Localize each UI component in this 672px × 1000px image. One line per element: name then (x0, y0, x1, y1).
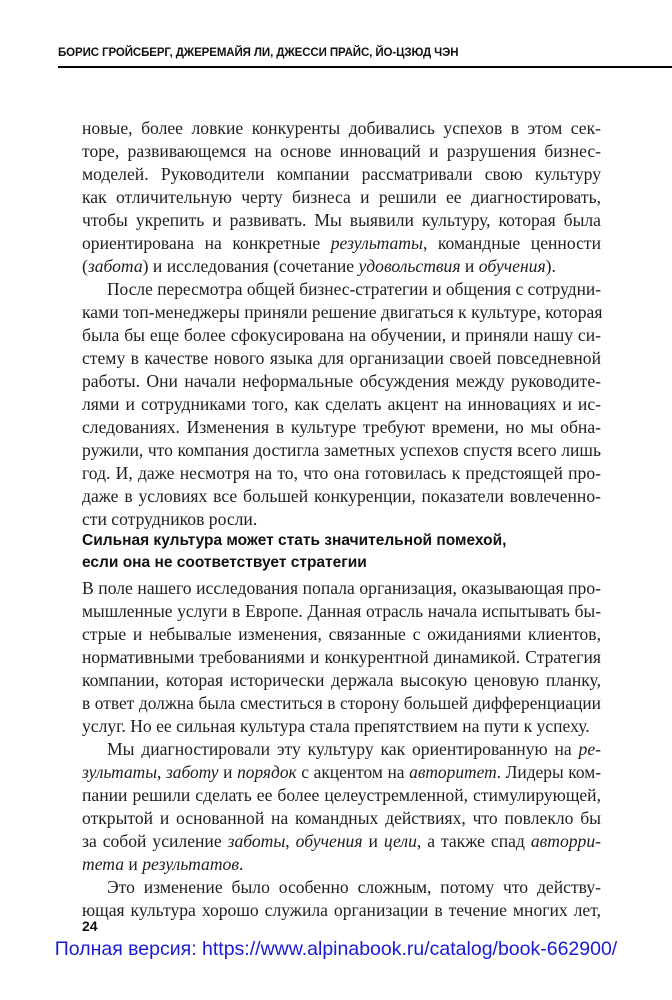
running-header: БОРИС ГРОЙСБЕРГ, ДЖЕРЕМАЙЯ ЛИ, ДЖЕССИ ПРАЙС, ЙО-ЦЗЮД ЧЭН (58, 47, 459, 59)
body-line: торе, развивающемся на основе инноваций и разрушения бизнес- (82, 141, 601, 161)
text: . (238, 854, 244, 874)
body-line: чтобы укрепить и развивать. Мы выявили культуру, которая была (82, 210, 601, 230)
text: и (218, 762, 238, 782)
text: , (285, 831, 296, 851)
text: ). (545, 256, 556, 276)
emphasis: результаты (330, 233, 423, 253)
emphasis: авторитет (409, 762, 497, 782)
emphasis: зультаты (82, 762, 157, 782)
emphasis: забота (87, 256, 143, 276)
body-line (107, 738, 601, 760)
emphasis: порядок (237, 762, 297, 782)
body-line (82, 761, 601, 783)
text: Мы диагностировали эту культуру как ориентированную на (107, 739, 579, 759)
emphasis: обучения (295, 831, 363, 851)
body-line: работы. Они начали неформальные обсуждения между руководите- (82, 371, 601, 391)
body-line: сти сотрудников росли. (82, 509, 258, 529)
body-line: услуг. Но ее сильная культура стала препятствием на пути к успеху. (82, 716, 590, 736)
emphasis: обучения (478, 256, 546, 276)
body-line: как отличительную черту бизнеса и решили ее диагностировать, (82, 187, 601, 207)
emphasis: заботы (227, 831, 286, 851)
section-heading: Сильная культура может стать значительной помехой, (82, 532, 507, 549)
text: и (460, 256, 479, 276)
body-line: стему в качестве нового языка для организации своей повседневной (82, 348, 601, 368)
body-line: в ответ должна была сместиться в сторону большей дифференциации (82, 693, 601, 713)
body-line: новые, более ловкие конкуренты добивались успехов в этом сек- (82, 118, 601, 138)
text: . Лидеры ком- (496, 762, 601, 782)
body-line: ками топ-менеджеры приняли решение двигаться к культуре, которая (82, 302, 603, 322)
text: и (362, 831, 384, 851)
body-line: год. И, даже несмотря на то, что она готовилась к предстоящей про- (82, 463, 601, 483)
emphasis: цели (383, 831, 417, 851)
section-heading: если она не соответствует стратегии (82, 554, 367, 571)
body-line: ружили, что компания достигла заметных успехов спустя всего лишь (82, 440, 601, 460)
body-line: ющая культура хорошо служила организации в течение многих лет, (82, 900, 601, 920)
text: ) и исследования (сочетание (142, 256, 359, 276)
emphasis: заботу (165, 762, 219, 782)
body-line: Это изменение было особенно сложным, потому что действу- (107, 877, 601, 897)
emphasis: тета (82, 854, 124, 874)
body-line: следованиях. Изменения в культуре требуют времени, но мы обна- (82, 417, 601, 437)
text: за собой усиление (82, 831, 228, 851)
body-line: стрые и небывалые изменения, связанные с ожиданиями клиентов, (82, 624, 601, 644)
text: ( (82, 256, 88, 276)
text: ориентирована на конкретные (82, 233, 331, 253)
body-line (82, 232, 601, 254)
emphasis: ре- (578, 739, 601, 759)
emphasis: удовольствия (358, 256, 461, 276)
body-line: открытой и основанной на командных действиях, что повлекло бы (82, 808, 601, 828)
emphasis: результатов (142, 854, 239, 874)
header-rule (58, 66, 672, 68)
body-line: После пересмотра общей бизнес-стратегии и общения с сотрудни- (107, 279, 601, 299)
body-line (82, 853, 601, 875)
text: и (124, 854, 143, 874)
body-line: моделей. Руководители компании рассматривали свою культуру (82, 164, 601, 184)
page-number: 24 (82, 918, 98, 934)
body-line: лями и сотрудниками того, как сделать акцент на инновациях и ис- (82, 394, 601, 414)
body-line (82, 830, 601, 852)
text: , командные ценности (422, 233, 601, 253)
body-line: нормативными требованиями и конкурентной динамикой. Стратегия (82, 647, 601, 667)
emphasis: авторри- (530, 831, 601, 851)
full-version-link[interactable]: Полная версия: https://www.alpinabook.ru/catalog/book-662900/ (54, 938, 618, 960)
body-line: В поле нашего исследования попала организация, оказывающая про- (82, 578, 601, 598)
body-line: мышленные услуги в Европе. Данная отрасль начала испытывать бы- (82, 601, 601, 621)
body-line: пании решили сделать ее более целеустремленной, стимулирующей, (82, 785, 601, 805)
text: , а также спад (416, 831, 531, 851)
body-line: была бы еще более сфокусирована на обучении, и приняли нашу си- (82, 325, 601, 345)
text: с акцентом на (296, 762, 410, 782)
body-line (82, 255, 601, 277)
body-line: компании, которая исторически держала высокую ценовую планку, (82, 670, 601, 690)
text: , (157, 762, 166, 782)
body-line: даже в условиях все большей конкуренции, показатели вовлеченно- (82, 486, 601, 506)
